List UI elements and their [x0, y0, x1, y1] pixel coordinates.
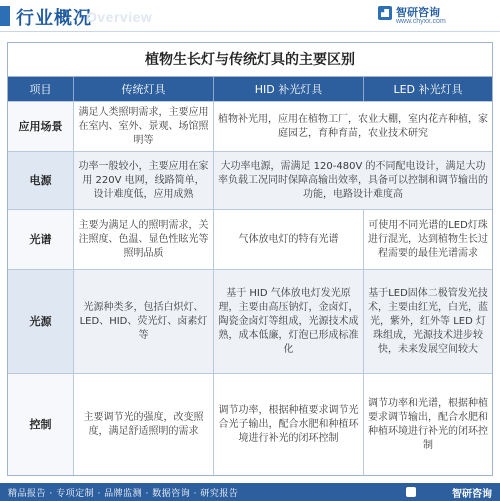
cell-traditional: 光源种类多，包括白炽灯、LED、HID、荧光灯、卤素灯等 [74, 270, 214, 373]
row-label: 电源 [8, 152, 74, 209]
row-label: 光源 [8, 270, 74, 373]
brand-name: 智研咨询 [396, 6, 440, 19]
column-header-led: LED 补光灯具 [393, 83, 463, 96]
header-watermark-text: Overview [86, 9, 153, 25]
cell-hid: 调节功率，根据种植要求调节光合光子输出，配合水肥和种植环境进行补光的闭环控制 [214, 374, 364, 475]
row-label: 控制 [8, 374, 74, 475]
cell-led: 基于LED固体二极管发光技术，主要由红光，白光，蓝光，紫外，红外等 LED 灯珠组成，光源技术进步较快，未来发展空间较大 [364, 270, 492, 373]
cell-traditional: 主要为满足人的照明需求，关注照度、色温、显色性眩光等照明品质 [74, 210, 214, 269]
cell-hid-led-merged: 大功率电源，需满足 120-480V 的不同配电设计，满足大功率负载工况同时保障高输出效率，具备可以控制和调节输出的功能，电路设计难度高 [214, 152, 492, 209]
table-row [8, 373, 492, 475]
cell-led: 可使用不同光谱的LED灯珠进行混光，达到植物生长过程需要的最佳光谱需求 [368, 219, 488, 259]
table-row [8, 151, 492, 209]
page-title: 行业概况 [16, 8, 92, 29]
table-title: 植物生长灯与传统灯具的主要区别 [8, 43, 492, 77]
brand-logo[interactable] [378, 3, 494, 29]
brand-logo-icon [378, 6, 392, 20]
cell-led: 调节功率和光谱，根据种植要求调节输出，配合水肥和种植环境进行补光的闭环控制 [368, 397, 488, 451]
cell-traditional: 主要调节光的强度，改变照度，满足舒适照明的需求 [74, 374, 214, 475]
column-header-hid: HID 补光灯具 [214, 77, 364, 101]
footer-brand-name[interactable]: 智研咨询 [452, 489, 492, 500]
row-label: 应用场景 [8, 102, 74, 151]
footer-logo-icon [406, 487, 416, 497]
column-header-item: 项目 [8, 77, 74, 101]
cell-hid-led-merged: 植物补光用，应用在植物工厂，农业大棚，室内花卉种植，家庭园艺，育种育苗，农业技术研究 [218, 113, 488, 139]
cell-traditional: 满足人类照明需求，主要应用在室内、室外、景观、场馆照明等 [74, 102, 214, 151]
cell-hid: 气体放电灯的特有光谱 [214, 210, 364, 269]
brand-url: www.chyxx.com [396, 18, 446, 25]
table-row [8, 269, 492, 373]
cell-hid: 基于 HID 气体放电灯发光原理，主要由高压钠灯，金卤灯，陶瓷金卤灯等组成，光源技术成熟，成本低廉，灯泡已形成标准化 [214, 270, 364, 373]
cell-traditional: 功率一般较小，主要应用在家用 220V 电网，线路简单，设计难度低，应用成熟 [74, 152, 214, 209]
footer-services-text: 精品报告 · 专项定制 · 品牌监测 · 数据咨询 · 研究报告 [8, 489, 239, 499]
header-divider [0, 31, 500, 32]
row-label: 光谱 [8, 210, 74, 269]
table-row [8, 209, 492, 269]
comparison-table [7, 42, 493, 476]
header-accent-bar [0, 6, 10, 26]
column-header-traditional: 传统灯具 [74, 77, 214, 101]
page-header [0, 0, 500, 32]
table-header-row [8, 77, 492, 101]
table-row [8, 101, 492, 151]
page-footer [0, 483, 500, 501]
